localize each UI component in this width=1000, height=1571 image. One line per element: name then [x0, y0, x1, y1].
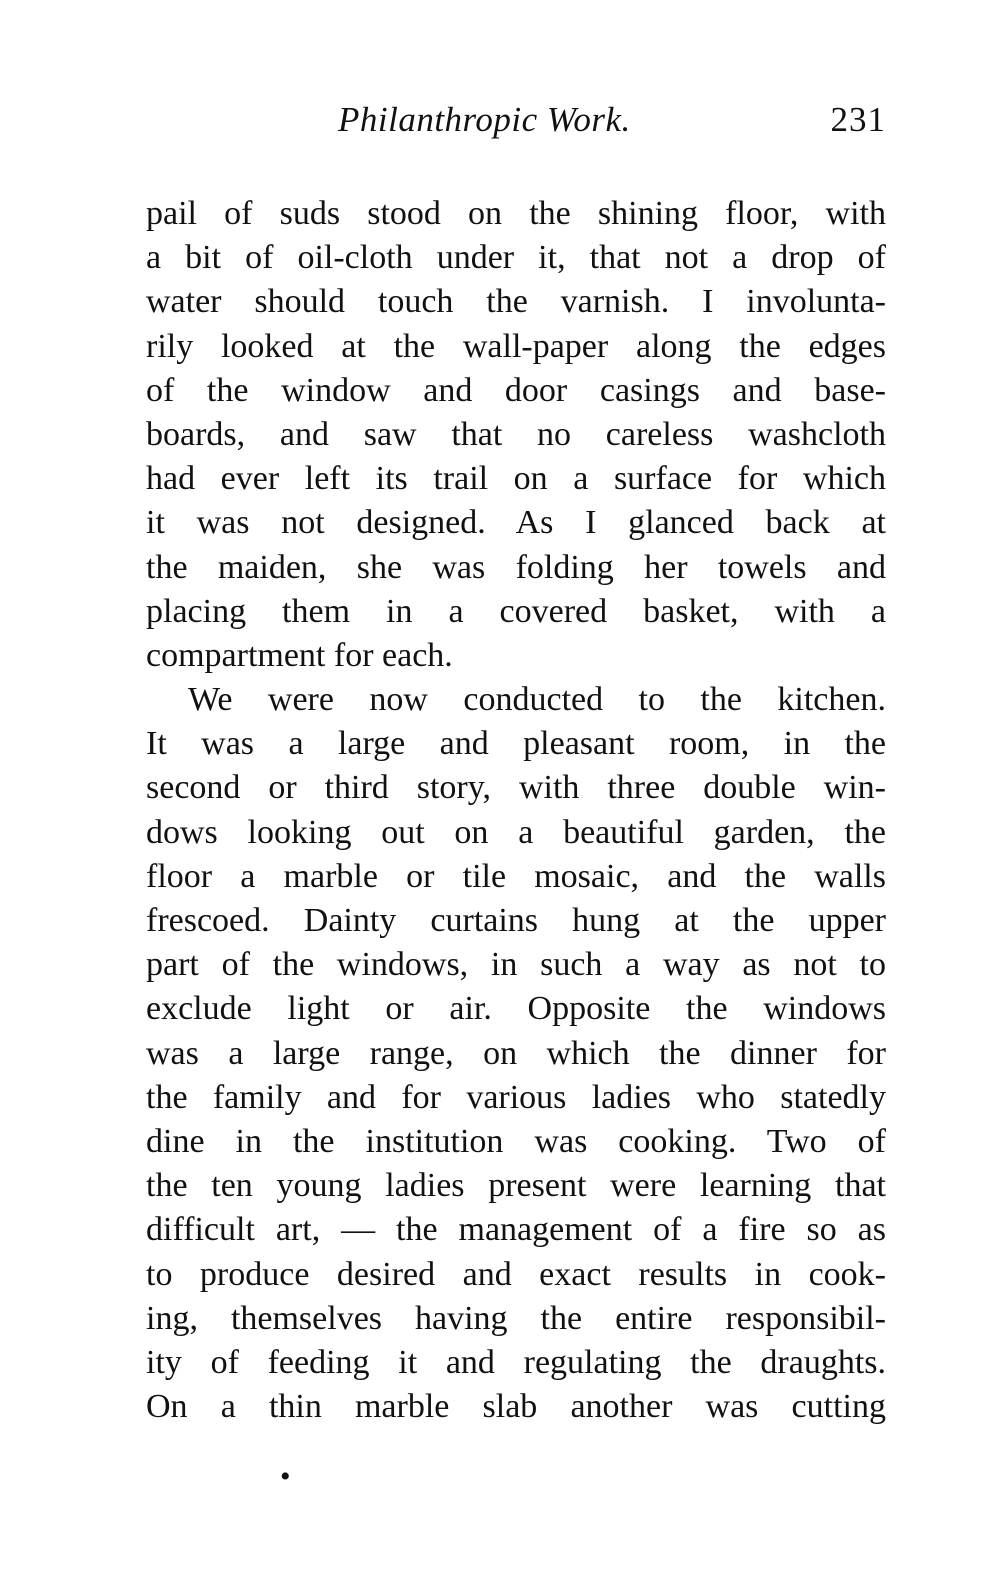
paragraph-start-line: We were now conducted to the kitchen. — [188, 681, 886, 719]
text-line: part of the windows, in such a way as not to — [146, 946, 886, 984]
text-line: floor a marble or tile mosaic, and the walls — [146, 857, 886, 895]
text-line: the family and for various ladies who statedly — [146, 1078, 886, 1116]
text-line: was a large range, on which the dinner for — [146, 1034, 886, 1072]
text-line: water should touch the varnish. I involunta- — [146, 283, 886, 321]
text-line: placing them in a covered basket, with a — [146, 592, 886, 630]
text-line: a bit of oil-cloth under it, that not a drop of — [146, 239, 886, 277]
text-line: On a thin marble slab another was cutting — [146, 1388, 886, 1426]
paragraph-end-line: compartment for each. — [146, 636, 453, 674]
text-line: the ten young ladies present were learning that — [146, 1167, 886, 1205]
text-line: difficult art, — the management of a fire so as — [146, 1211, 886, 1249]
signature-dot: • — [280, 1460, 291, 1493]
text-line: frescoed. Dainty curtains hung at the upper — [146, 902, 886, 939]
text-line: second or third story, with three double win- — [146, 769, 886, 807]
text-line: boards, and saw that no careless washcloth — [146, 415, 886, 453]
running-title: Philanthropic Work. — [338, 100, 631, 139]
page-number: 231 — [830, 100, 886, 139]
body-text — [146, 192, 886, 1429]
text-line: dine in the institution was cooking. Two of — [146, 1122, 886, 1160]
text-line: rily looked at the wall-paper along the edges — [146, 327, 886, 365]
text-line: pail of suds stood on the shining floor, with — [146, 195, 886, 232]
text-line: exclude light or air. Opposite the windows — [146, 990, 886, 1028]
text-line: ing, themselves having the entire responsibil- — [146, 1299, 886, 1337]
text-line: It was a large and pleasant room, in the — [146, 725, 886, 763]
text-line: dows looking out on a beautiful garden, the — [146, 813, 886, 851]
text-line: it was not designed. As I glanced back at — [146, 504, 886, 542]
text-line: ity of feeding it and regulating the draughts. — [146, 1343, 886, 1381]
text-line: had ever left its trail on a surface for which — [146, 460, 886, 498]
text-line: the maiden, she was folding her towels and — [146, 548, 886, 586]
running-head — [146, 100, 886, 150]
text-line: to produce desired and exact results in cook- — [146, 1255, 886, 1293]
text-line: of the window and door casings and base- — [146, 371, 886, 409]
